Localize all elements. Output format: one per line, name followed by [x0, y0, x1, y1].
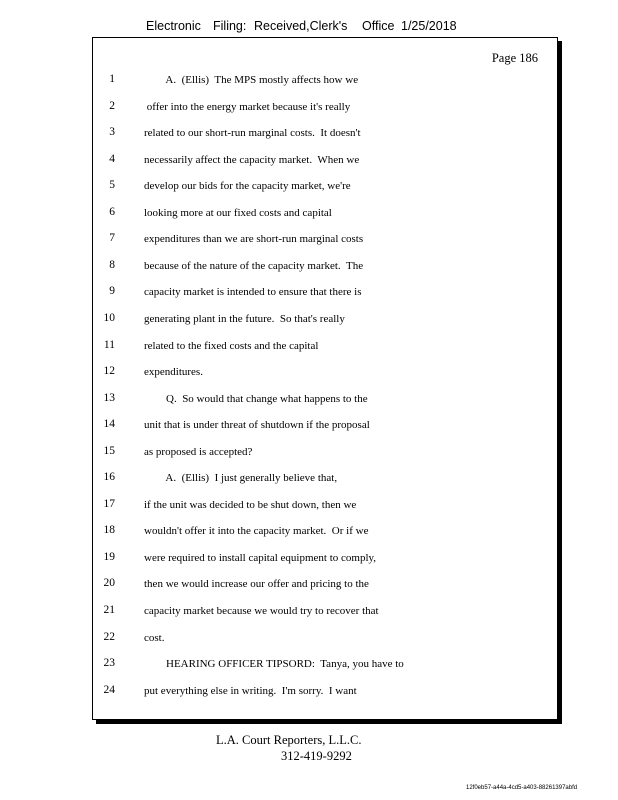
line-number: 9: [109, 285, 115, 297]
line-number: 22: [103, 631, 115, 643]
line-text: A. (Ellis) I just generally believe that,: [144, 472, 338, 484]
line-number: 14: [103, 418, 115, 430]
line-text: wouldn't offer it into the capacity market. Or if we: [144, 525, 369, 537]
line-number: 20: [103, 577, 115, 589]
line-number: 15: [103, 445, 115, 457]
filing-filing: Filing:: [213, 19, 247, 33]
line-text: generating plant in the future. So that's really: [144, 313, 345, 325]
line-text: looking more at our fixed costs and capital: [144, 207, 332, 219]
filing-date: 1/25/2018: [401, 19, 457, 33]
line-text: unit that is under threat of shutdown if the proposal: [144, 419, 370, 431]
line-number: 11: [103, 339, 115, 351]
footer-phone: 312-419-9292: [281, 749, 352, 763]
line-text: as proposed is accepted?: [144, 446, 253, 458]
line-number: 3: [109, 126, 115, 138]
line-text: capacity market is intended to ensure that there is: [144, 286, 362, 298]
line-number: 5: [109, 179, 115, 191]
line-number: 23: [103, 657, 115, 669]
document-hash: 12f0eb57-a44a-4cd5-a403-88261397abfd: [466, 785, 578, 791]
line-number: 4: [109, 153, 115, 165]
line-text: related to our short-run marginal costs. It doesn't: [144, 127, 361, 139]
line-number: 7: [109, 232, 115, 244]
line-text: expenditures than we are short-run marginal costs: [144, 233, 364, 245]
line-text: if the unit was decided to be shut down, then we: [144, 499, 357, 511]
line-text: put everything else in writing. I'm sorry. I want: [144, 685, 357, 697]
line-text: offer into the energy market because it's really: [144, 101, 351, 113]
line-text: A. (Ellis) The MPS mostly affects how we: [144, 74, 359, 86]
line-text: necessarily affect the capacity market. When we: [144, 154, 360, 166]
line-number: 24: [103, 684, 115, 696]
line-number: 21: [103, 604, 115, 616]
line-number: 13: [103, 392, 115, 404]
line-text: related to the fixed costs and the capital: [144, 340, 319, 352]
filing-stamp-header: [146, 19, 457, 33]
footer-company: L.A. Court Reporters, L.L.C.: [216, 733, 362, 747]
line-text: capacity market because we would try to recover that: [144, 605, 379, 617]
filing-received: Received,Clerk's: [254, 19, 348, 33]
transcript-page: [92, 37, 558, 720]
line-number: 6: [109, 206, 115, 218]
line-text: cost.: [144, 632, 165, 644]
page-number: Page 186: [491, 51, 538, 65]
line-number: 19: [103, 551, 115, 563]
line-number: 2: [109, 100, 115, 112]
line-text: Q. So would that change what happens to the: [144, 393, 368, 405]
line-text: develop our bids for the capacity market, we're: [144, 180, 351, 192]
line-text: because of the nature of the capacity market. The: [144, 260, 364, 272]
line-number: 16: [103, 471, 115, 483]
line-number: 18: [103, 524, 115, 536]
line-number: 17: [103, 498, 115, 510]
line-text: were required to install capital equipment to comply,: [144, 552, 377, 564]
line-number: 10: [103, 312, 115, 324]
filing-office: Office: [362, 19, 395, 33]
line-text: HEARING OFFICER TIPSORD: Tanya, you have to: [144, 658, 404, 670]
line-number: 12: [103, 365, 115, 377]
line-number: 8: [109, 259, 115, 271]
line-number: 1: [109, 73, 115, 85]
line-text: expenditures.: [144, 366, 203, 378]
line-text: then we would increase our offer and pricing to the: [144, 578, 369, 590]
filing-electronic: Electronic: [146, 19, 201, 33]
